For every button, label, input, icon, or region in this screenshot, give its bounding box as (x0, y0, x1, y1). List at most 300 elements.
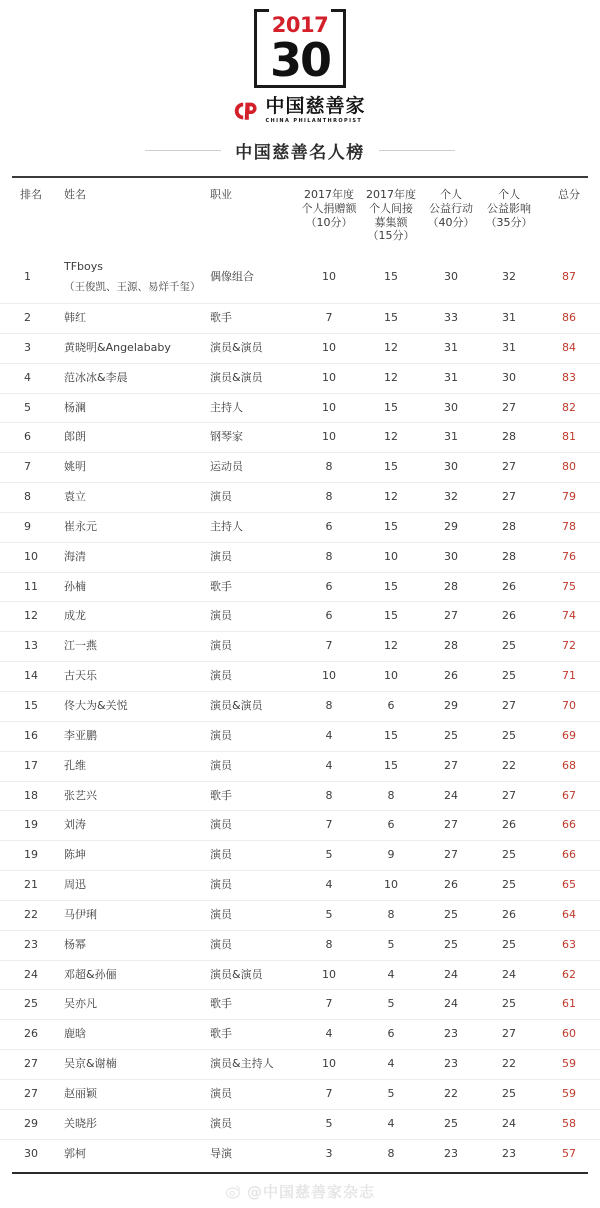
cell-rank: 17 (0, 751, 56, 781)
cell-influence: 25 (480, 930, 538, 960)
cell-name: 周迅 (56, 871, 208, 901)
cell-influence: 26 (480, 811, 538, 841)
cell-action: 33 (422, 304, 480, 334)
cell-action: 23 (422, 1020, 480, 1050)
cell-occupation: 演员 (208, 662, 298, 692)
cell-name: 邓超&孙俪 (56, 960, 208, 990)
cell-influence: 24 (480, 1109, 538, 1139)
cell-total-score: 65 (538, 871, 600, 901)
action-header-line1: 个人 (440, 188, 462, 201)
cp-monogram-icon (234, 100, 260, 122)
cell-name: 韩红 (56, 304, 208, 334)
cell-name: 关晓彤 (56, 1109, 208, 1139)
table-row (0, 691, 600, 721)
cell-name: 孔维 (56, 751, 208, 781)
cell-raised: 8 (360, 900, 422, 930)
column-header-influence (480, 178, 538, 249)
cell-name: 黄晓明&Angelababy (56, 333, 208, 363)
table-row (0, 900, 600, 930)
donation-header-line2: 个人捐赠额 (301, 201, 357, 215)
cell-raised: 15 (360, 721, 422, 751)
cell-raised: 6 (360, 691, 422, 721)
column-header-donation (298, 178, 360, 249)
table-row (0, 751, 600, 781)
cell-raised: 15 (360, 393, 422, 423)
brand-logo (234, 97, 365, 124)
weibo-icon (225, 1183, 242, 1200)
cell-total-score: 58 (538, 1109, 600, 1139)
cell-occupation: 主持人 (208, 393, 298, 423)
cell-occupation: 演员&演员 (208, 333, 298, 363)
cell-donation: 7 (298, 990, 360, 1020)
cell-donation: 10 (298, 333, 360, 363)
cell-total-score: 59 (538, 1050, 600, 1080)
brand-wordmark (265, 97, 365, 124)
cell-name: 古天乐 (56, 662, 208, 692)
table-row (0, 811, 600, 841)
action-header-line3: （40分） (427, 215, 475, 229)
cell-name: 张艺兴 (56, 781, 208, 811)
table-row (0, 930, 600, 960)
table-row (0, 512, 600, 542)
cell-donation: 6 (298, 602, 360, 632)
cell-name: 孙楠 (56, 572, 208, 602)
row-subname: （王俊凯、王源、易烊千玺） (64, 280, 201, 293)
cell-rank: 9 (0, 512, 56, 542)
cell-rank: 16 (0, 721, 56, 751)
cell-rank: 27 (0, 1050, 56, 1080)
cell-influence: 25 (480, 871, 538, 901)
award-badge (254, 6, 346, 90)
cell-rank: 3 (0, 333, 56, 363)
cell-action: 24 (422, 960, 480, 990)
table-row (0, 304, 600, 334)
cell-donation: 6 (298, 572, 360, 602)
cell-donation: 7 (298, 1079, 360, 1109)
cell-occupation: 演员 (208, 632, 298, 662)
cell-rank: 13 (0, 632, 56, 662)
cell-rank: 19 (0, 811, 56, 841)
ranking-table (0, 178, 600, 1168)
cell-name: 杨幂 (56, 930, 208, 960)
donation-header-line1: 2017年度 (304, 188, 354, 201)
cell-total-score: 86 (538, 304, 600, 334)
cell-rank: 18 (0, 781, 56, 811)
cell-donation: 7 (298, 304, 360, 334)
cell-total-score: 66 (538, 811, 600, 841)
cell-donation: 4 (298, 871, 360, 901)
cell-name: 姚明 (56, 453, 208, 483)
cell-raised: 5 (360, 1079, 422, 1109)
cell-total-score: 70 (538, 691, 600, 721)
cell-influence: 27 (480, 691, 538, 721)
cell-rank: 1 (0, 249, 56, 304)
cell-action: 32 (422, 483, 480, 513)
cell-name: 陈坤 (56, 841, 208, 871)
cell-raised: 6 (360, 811, 422, 841)
cell-action: 27 (422, 751, 480, 781)
brand-name-en: CHINA PHILANTHROPIST (265, 118, 363, 124)
cell-influence: 26 (480, 602, 538, 632)
cell-name: 马伊琍 (56, 900, 208, 930)
cell-donation: 10 (298, 363, 360, 393)
cell-rank: 14 (0, 662, 56, 692)
cell-donation: 8 (298, 781, 360, 811)
cell-total-score: 74 (538, 602, 600, 632)
raised-header-line3: 募集额 (374, 215, 408, 229)
cell-occupation: 歌手 (208, 781, 298, 811)
cell-occupation: 导演 (210, 1146, 232, 1160)
cell-action: 29 (422, 691, 480, 721)
cell-influence: 27 (480, 453, 538, 483)
cell-rank: 24 (0, 960, 56, 990)
cell-action: 31 (422, 423, 480, 453)
cell-influence: 28 (480, 512, 538, 542)
section-title-row (0, 138, 600, 163)
cell-rank: 22 (0, 900, 56, 930)
watermark-text: @中国慈善家杂志 (246, 1182, 375, 1201)
column-header-occupation: 职业 (210, 188, 232, 201)
cell-action: 26 (422, 662, 480, 692)
table-row (0, 632, 600, 662)
table-row (0, 333, 600, 363)
cell-rank: 2 (0, 304, 56, 334)
cell-action: 24 (422, 990, 480, 1020)
cell-total-score: 59 (538, 1079, 600, 1109)
cell-action: 25 (422, 1109, 480, 1139)
cell-raised: 6 (360, 1020, 422, 1050)
column-header-action (422, 178, 480, 249)
cell-action: 25 (422, 900, 480, 930)
cell-rank: 4 (0, 363, 56, 393)
cell-total-score: 84 (538, 333, 600, 363)
cell-rank: 10 (0, 542, 56, 572)
table-row (0, 1109, 600, 1139)
cell-total-score: 80 (538, 453, 600, 483)
cell-donation: 10 (298, 393, 360, 423)
raised-header-line1: 2017年度 (366, 188, 416, 201)
cell-occupation: 演员 (208, 871, 298, 901)
cell-rank: 7 (0, 453, 56, 483)
masthead (0, 0, 600, 163)
cell-rank: 6 (0, 423, 56, 453)
cell-donation: 3 (325, 1146, 333, 1160)
cell-rank: 15 (0, 691, 56, 721)
cell-donation: 5 (298, 841, 360, 871)
cell-donation: 10 (298, 960, 360, 990)
cell-total-score: 66 (538, 841, 600, 871)
table-row (0, 363, 600, 393)
table-row (0, 662, 600, 692)
cell-total-score: 60 (538, 1020, 600, 1050)
cell-name: TFboys （王俊凯、王源、易烊千玺） (56, 249, 208, 304)
cell-donation: 4 (298, 721, 360, 751)
cell-donation: 5 (298, 1109, 360, 1139)
cell-influence: 22 (480, 1050, 538, 1080)
cell-occupation: 演员 (208, 751, 298, 781)
cell-donation: 8 (298, 483, 360, 513)
cell-donation: 4 (298, 1020, 360, 1050)
cell-donation: 8 (298, 453, 360, 483)
cell-raised: 12 (360, 483, 422, 513)
table-row (0, 871, 600, 901)
cell-raised: 4 (360, 960, 422, 990)
cell-occupation: 演员&演员 (208, 960, 298, 990)
cell-raised: 15 (360, 453, 422, 483)
cell-occupation: 主持人 (208, 512, 298, 542)
influence-header-line2: 公益影响 (487, 201, 531, 215)
cell-name: 崔永元 (56, 512, 208, 542)
cell-donation: 8 (298, 930, 360, 960)
cell-raised: 4 (360, 1050, 422, 1080)
cell-occupation: 运动员 (208, 453, 298, 483)
cell-total-score: 61 (538, 990, 600, 1020)
cell-total-score: 82 (538, 393, 600, 423)
cell-raised: 5 (360, 990, 422, 1020)
cell-occupation: 演员 (208, 811, 298, 841)
influence-header-line3: （35分） (485, 215, 533, 229)
cell-donation: 4 (298, 751, 360, 781)
table-row (0, 483, 600, 513)
cell-name: 杨澜 (56, 393, 208, 423)
cell-raised: 8 (387, 1146, 395, 1160)
cell-influence: 25 (480, 632, 538, 662)
badge-number: 30 (269, 33, 330, 87)
cell-total-score: 76 (538, 542, 600, 572)
cell-action: 23 (422, 1050, 480, 1080)
cell-total-score: 79 (538, 483, 600, 513)
cell-donation: 8 (298, 542, 360, 572)
cell-rank: 23 (0, 930, 56, 960)
cell-influence: 32 (480, 249, 538, 304)
cell-influence: 25 (480, 990, 538, 1020)
cell-rank: 8 (0, 483, 56, 513)
cell-occupation: 演员 (208, 1109, 298, 1139)
cell-action: 31 (422, 333, 480, 363)
table-row (0, 249, 600, 304)
cell-donation: 6 (298, 512, 360, 542)
cell-donation: 7 (298, 811, 360, 841)
cell-action: 30 (422, 249, 480, 304)
cell-name: 成龙 (56, 602, 208, 632)
cell-rank: 5 (0, 393, 56, 423)
cell-occupation: 偶像组合 (208, 249, 298, 304)
page-title: 中国慈善名人榜 (235, 143, 365, 163)
cell-action: 28 (422, 572, 480, 602)
cell-action: 27 (422, 602, 480, 632)
cell-total-score: 67 (538, 781, 600, 811)
table-row (0, 453, 600, 483)
cell-raised: 4 (360, 1109, 422, 1139)
cell-donation: 5 (298, 900, 360, 930)
cell-action: 24 (422, 781, 480, 811)
cell-action: 26 (422, 871, 480, 901)
cell-raised: 15 (360, 602, 422, 632)
cell-occupation: 演员&主持人 (208, 1050, 298, 1080)
cell-influence: 26 (480, 572, 538, 602)
cell-raised: 8 (360, 781, 422, 811)
table-row (0, 423, 600, 453)
cell-rank: 26 (0, 1020, 56, 1050)
brand-name-cn: 中国慈善家 (265, 95, 366, 117)
cell-donation: 7 (298, 632, 360, 662)
cell-raised: 12 (360, 333, 422, 363)
cell-influence: 27 (480, 781, 538, 811)
cell-influence: 24 (480, 960, 538, 990)
cell-action: 25 (422, 930, 480, 960)
table-row (0, 572, 600, 602)
cell-influence: 28 (480, 423, 538, 453)
cell-occupation: 歌手 (208, 572, 298, 602)
cell-influence: 25 (480, 662, 538, 692)
raised-header-line4: （15分） (367, 229, 415, 243)
table-row (0, 721, 600, 751)
cell-total-score: 69 (538, 721, 600, 751)
table-row (0, 393, 600, 423)
table-header (0, 178, 600, 249)
cell-total-score: 75 (538, 572, 600, 602)
cell-total-score: 72 (538, 632, 600, 662)
cell-name: 刘涛 (56, 811, 208, 841)
cell-raised: 15 (360, 512, 422, 542)
cell-raised: 12 (360, 632, 422, 662)
cell-name: 郎朗 (56, 423, 208, 453)
cell-raised: 5 (360, 930, 422, 960)
cell-total-score: 87 (538, 249, 600, 304)
cell-occupation: 演员 (208, 930, 298, 960)
cell-occupation: 演员&演员 (208, 363, 298, 393)
cell-action: 23 (444, 1146, 458, 1160)
cell-influence: 27 (480, 393, 538, 423)
cell-raised: 10 (360, 871, 422, 901)
cell-rank: 11 (0, 572, 56, 602)
cell-name: 江一燕 (56, 632, 208, 662)
cell-name: 鹿晗 (56, 1020, 208, 1050)
cell-donation: 8 (298, 691, 360, 721)
cell-occupation: 钢琴家 (208, 423, 298, 453)
table-row (0, 1079, 600, 1109)
cell-rank: 27 (0, 1079, 56, 1109)
cell-raised: 15 (360, 751, 422, 781)
cell-influence: 31 (480, 304, 538, 334)
cell-occupation: 演员 (208, 841, 298, 871)
cell-action: 30 (422, 542, 480, 572)
cell-total-score: 71 (538, 662, 600, 692)
cell-name: 海清 (56, 542, 208, 572)
cell-occupation: 演员 (208, 483, 298, 513)
cell-name: 赵丽颖 (56, 1079, 208, 1109)
cell-influence: 31 (480, 333, 538, 363)
table-row (0, 990, 600, 1020)
cell-rank: 25 (0, 990, 56, 1020)
cell-total-score: 68 (538, 751, 600, 781)
table-row (0, 1020, 600, 1050)
cell-total-score: 78 (538, 512, 600, 542)
cell-influence: 27 (480, 1020, 538, 1050)
cell-action: 28 (422, 632, 480, 662)
cell-total-score: 62 (538, 960, 600, 990)
cell-raised: 15 (360, 304, 422, 334)
cell-total-score: 57 (562, 1146, 576, 1160)
cell-occupation: 歌手 (208, 304, 298, 334)
title-rule-left (145, 150, 221, 151)
cell-name: 郭柯 (64, 1146, 86, 1160)
cell-raised: 10 (360, 662, 422, 692)
cell-rank: 19 (0, 841, 56, 871)
cell-donation: 10 (298, 1050, 360, 1080)
cell-name: 佟大为&关悦 (56, 691, 208, 721)
cell-action: 30 (422, 393, 480, 423)
cell-action: 25 (422, 721, 480, 751)
column-header-name: 姓名 (64, 188, 86, 201)
cell-rank: 12 (0, 602, 56, 632)
cell-total-score: 81 (538, 423, 600, 453)
cell-action: 27 (422, 841, 480, 871)
table-row (0, 1050, 600, 1080)
cell-occupation: 演员 (208, 900, 298, 930)
badge-year: 2017 (271, 13, 329, 37)
cell-rank: 21 (0, 871, 56, 901)
column-header-raised (360, 178, 422, 249)
cell-action: 31 (422, 363, 480, 393)
cell-raised: 12 (360, 363, 422, 393)
cell-total-score: 64 (538, 900, 600, 930)
header-row (0, 178, 600, 249)
cell-influence: 28 (480, 542, 538, 572)
cell-occupation: 歌手 (208, 1020, 298, 1050)
table-row (0, 602, 600, 632)
action-header-line2: 公益行动 (429, 201, 473, 215)
cell-action: 22 (422, 1079, 480, 1109)
cell-rank: 30 (24, 1146, 38, 1160)
cell-action: 27 (422, 811, 480, 841)
cell-occupation: 演员&演员 (208, 691, 298, 721)
cell-name: 吴亦凡 (56, 990, 208, 1020)
cell-raised: 15 (360, 249, 422, 304)
cell-influence: 27 (480, 483, 538, 513)
cell-influence: 25 (480, 721, 538, 751)
cell-name: 范冰冰&李晨 (56, 363, 208, 393)
cell-raised: 15 (360, 572, 422, 602)
table-row (0, 841, 600, 871)
column-header-rank: 排名 (20, 188, 42, 201)
raised-header-line2: 个人间接 (369, 201, 413, 215)
cell-influence: 25 (480, 841, 538, 871)
cell-influence: 23 (502, 1146, 516, 1160)
cell-donation: 10 (298, 249, 360, 304)
footer-watermark (0, 1174, 600, 1208)
cell-occupation: 演员 (208, 721, 298, 751)
title-rule-right (379, 150, 455, 151)
cell-raised: 10 (360, 542, 422, 572)
cell-action: 29 (422, 512, 480, 542)
cell-total-score: 83 (538, 363, 600, 393)
cell-action: 30 (422, 453, 480, 483)
table-row (0, 542, 600, 572)
cell-name: 吴京&谢楠 (56, 1050, 208, 1080)
cell-influence: 22 (480, 751, 538, 781)
cell-influence: 25 (480, 1079, 538, 1109)
cell-donation: 10 (298, 423, 360, 453)
cell-occupation: 演员 (208, 542, 298, 572)
cell-raised: 9 (360, 841, 422, 871)
column-header-total: 总分 (558, 188, 580, 201)
cell-occupation: 歌手 (208, 990, 298, 1020)
donation-header-line3: （10分） (305, 215, 353, 229)
cell-occupation: 演员 (208, 1079, 298, 1109)
table-body (0, 249, 600, 1168)
cell-name: 袁立 (56, 483, 208, 513)
